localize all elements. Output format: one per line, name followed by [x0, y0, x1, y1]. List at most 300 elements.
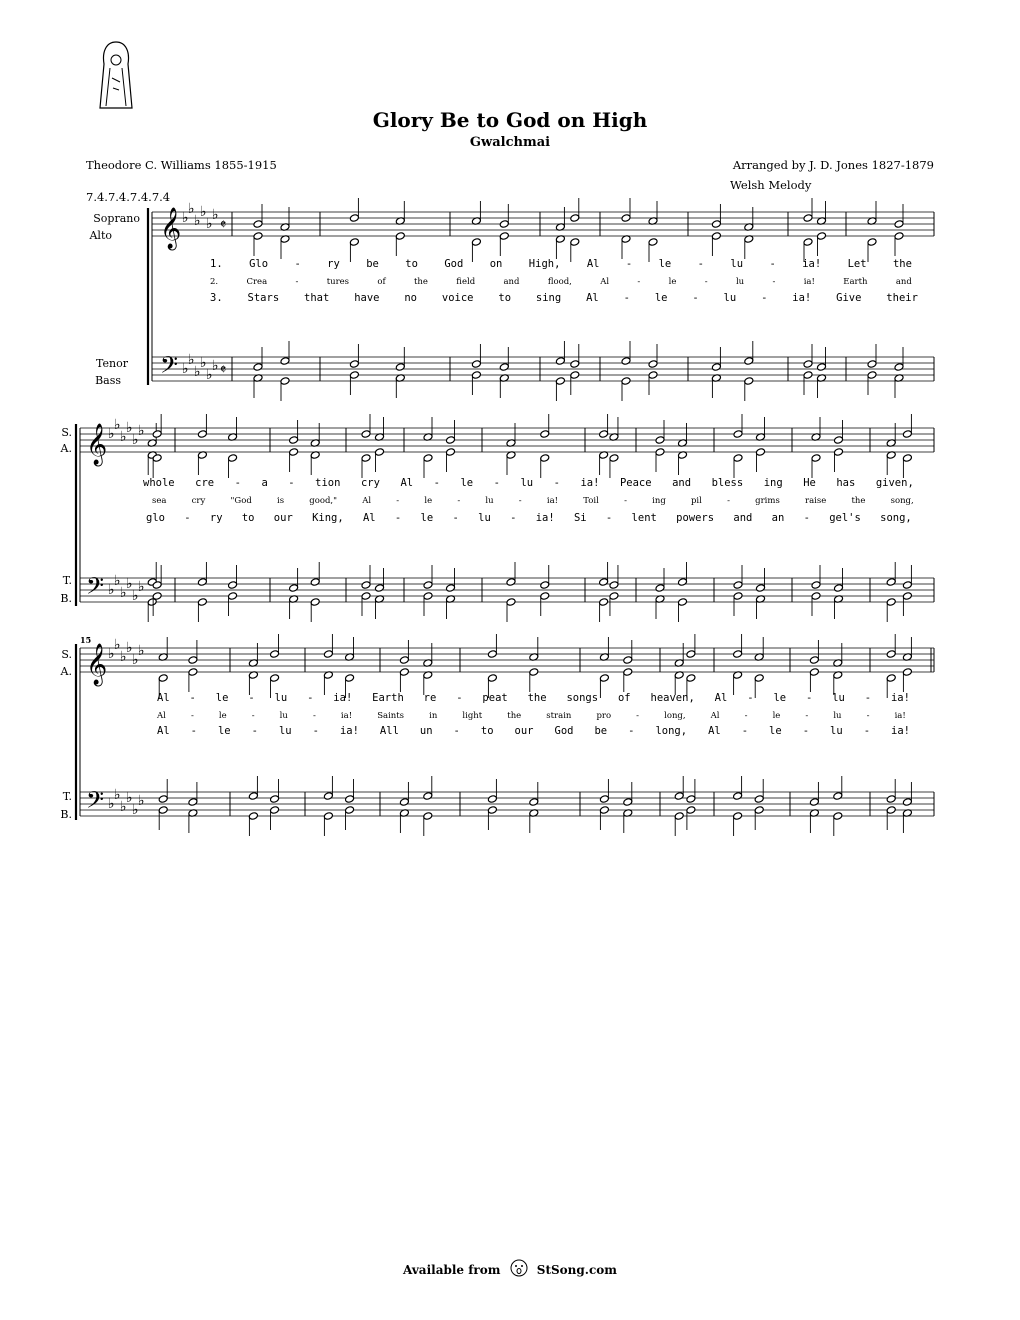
- lyric-syllable: "God: [230, 496, 252, 506]
- lyric-syllable: -: [605, 512, 613, 524]
- lyric-syllable: and: [895, 277, 912, 287]
- note-head: [570, 371, 580, 380]
- lyric-syllable: no: [404, 292, 418, 304]
- lyric-syllable: strain: [546, 711, 572, 721]
- lyric-syllable: 3.: [210, 292, 223, 304]
- lyric-syllable: -: [184, 512, 191, 524]
- lyric-syllable: Al: [708, 725, 721, 737]
- flat-sign: ♭: [138, 579, 145, 595]
- flat-sign: ♭: [114, 573, 121, 589]
- lyric-syllable: -: [433, 477, 440, 489]
- note-head: [754, 674, 764, 683]
- lyric-syllable: -: [190, 711, 194, 721]
- label-tenor: Tenor: [96, 357, 128, 370]
- note-head: [423, 592, 433, 601]
- author-credit: Theodore C. Williams 1855-1915: [86, 158, 277, 172]
- note-head: [733, 430, 743, 439]
- lyric-syllable: and: [733, 512, 753, 524]
- note-head: [280, 377, 290, 386]
- lyric-syllable: God: [444, 258, 464, 270]
- lyric-syllable: Al: [400, 477, 414, 489]
- flat-sign: ♭: [126, 790, 133, 806]
- note-head: [803, 360, 813, 369]
- note-head: [345, 795, 355, 804]
- lyric-syllable: le: [218, 711, 227, 721]
- lyric-syllable: High,: [528, 258, 561, 270]
- note-head: [471, 238, 481, 247]
- flat-sign: ♭: [188, 201, 195, 217]
- lyric-syllable: lu: [485, 496, 494, 506]
- flat-sign: ♭: [120, 585, 127, 601]
- note-head: [599, 430, 609, 439]
- note-head: [894, 232, 904, 241]
- lyrics-system3-verse1: [157, 692, 910, 704]
- note-head: [423, 812, 433, 821]
- lyric-syllable: Al: [710, 711, 720, 721]
- label-bass: Bass: [95, 374, 121, 387]
- lyric-syllable: lu: [833, 711, 842, 721]
- lyric-syllable: ia!: [894, 711, 906, 721]
- label-s-3: S.: [61, 648, 72, 661]
- note-head: [280, 357, 290, 366]
- note-head: [733, 592, 743, 601]
- note-head: [310, 598, 320, 607]
- lyric-syllable: cre: [195, 477, 215, 489]
- arranger-credit: Arranged by J. D. Jones 1827-1879: [732, 158, 934, 172]
- flat-sign: ♭: [120, 649, 127, 665]
- lyrics-system1-verse3: [210, 292, 918, 304]
- note-head: [423, 792, 433, 801]
- note-head: [754, 806, 764, 815]
- lyric-syllable: and: [672, 477, 692, 489]
- note-head: [886, 650, 896, 659]
- lyric-syllable: le: [424, 496, 433, 506]
- lyric-syllable: given,: [875, 477, 914, 489]
- note-head: [499, 363, 509, 372]
- meter: 7.4.7.4.7.4.7.4: [86, 190, 171, 204]
- lyric-syllable: -: [312, 711, 316, 721]
- note-head: [487, 650, 497, 659]
- lyric-syllable: -: [697, 258, 704, 270]
- note-head: [570, 214, 580, 223]
- bass-clef: 𝄢: [86, 786, 105, 819]
- lyric-syllable: pro: [596, 711, 612, 721]
- measure-number: 15: [80, 635, 92, 645]
- note-head: [817, 232, 827, 241]
- lyric-syllable: lu: [274, 692, 288, 704]
- lyric-syllable: -: [518, 496, 522, 506]
- label-alto: Alto: [89, 229, 112, 242]
- lyrics-system2-verse2: [152, 496, 914, 506]
- lyric-syllable: -: [394, 512, 402, 524]
- note-head: [809, 656, 819, 665]
- note-head: [711, 232, 721, 241]
- lyric-syllable: -: [453, 725, 460, 737]
- lyric-syllable: raise: [805, 496, 827, 506]
- note-head: [867, 360, 877, 369]
- lyric-syllable: 2.: [210, 277, 219, 287]
- note-head: [817, 363, 827, 372]
- lyric-syllable: tion: [315, 477, 341, 489]
- lyric-syllable: -: [248, 692, 255, 704]
- note-head: [471, 360, 481, 369]
- lyric-syllable: Al: [586, 292, 599, 304]
- lyric-syllable: Toil: [583, 496, 599, 506]
- lyric-syllable: lu: [478, 512, 491, 524]
- lyric-syllable: -: [727, 496, 730, 506]
- note-head: [361, 454, 371, 463]
- bass-clef: 𝄢: [160, 351, 179, 384]
- lyric-syllable: le: [769, 725, 782, 737]
- lyric-syllable: le: [217, 725, 231, 737]
- singer-icon: [509, 1258, 529, 1280]
- note-head: [158, 806, 168, 815]
- lyric-syllable: le: [420, 512, 434, 524]
- note-head: [349, 238, 359, 247]
- note-head: [833, 812, 843, 821]
- note-head: [361, 592, 371, 601]
- lyric-syllable: lu: [723, 292, 737, 304]
- lyrics-system2-verse3: [146, 512, 912, 524]
- note-head: [499, 220, 509, 229]
- lyric-syllable: lu: [520, 477, 534, 489]
- note-head: [349, 371, 359, 380]
- lyric-syllable: le: [772, 711, 781, 721]
- flat-sign: ♭: [114, 637, 121, 653]
- lyric-syllable: le: [658, 258, 672, 270]
- note-head: [686, 650, 696, 659]
- label-s-2: S.: [61, 426, 72, 439]
- lyric-syllable: pil: [690, 496, 702, 506]
- note-head: [678, 578, 688, 587]
- flat-sign: ♭: [182, 361, 189, 377]
- lyric-syllable: Al: [362, 512, 376, 524]
- note-head: [811, 581, 821, 590]
- lyric-syllable: lu: [279, 711, 288, 721]
- note-head: [902, 798, 912, 807]
- note-head: [361, 581, 371, 590]
- note-head: [423, 454, 433, 463]
- lyric-syllable: lent: [631, 512, 657, 524]
- lyric-syllable: to: [498, 292, 512, 304]
- lyric-syllable: re: [423, 692, 437, 704]
- note-head: [811, 592, 821, 601]
- note-head: [609, 581, 619, 590]
- lyrics-system2-verse1: [143, 477, 914, 489]
- note-head: [623, 656, 633, 665]
- lyric-syllable: -: [234, 477, 241, 489]
- note-head: [886, 795, 896, 804]
- note-head: [686, 674, 696, 683]
- note-head: [655, 584, 665, 593]
- note-head: [197, 598, 207, 607]
- flat-sign: ♭: [114, 787, 121, 803]
- note-head: [648, 238, 658, 247]
- lyric-syllable: He: [803, 477, 816, 489]
- note-head: [499, 232, 509, 241]
- lyric-syllable: -: [251, 711, 255, 721]
- footer-site-link[interactable]: StSong.com: [536, 1263, 617, 1277]
- lyric-syllable: Al: [362, 496, 372, 506]
- lyric-syllable: -: [636, 711, 640, 721]
- lyric-syllable: Al: [714, 692, 728, 704]
- lyric-syllable: -: [866, 711, 870, 721]
- note-head: [621, 357, 631, 366]
- lyric-syllable: be: [366, 258, 379, 270]
- note-head: [188, 668, 198, 677]
- note-head: [487, 806, 497, 815]
- lyric-syllable: the: [414, 277, 428, 287]
- note-head: [487, 795, 497, 804]
- note-head: [228, 592, 238, 601]
- note-head: [686, 795, 696, 804]
- lyric-syllable: King,: [312, 512, 344, 524]
- lyric-syllable: -: [692, 292, 699, 304]
- label-b-3: B.: [60, 808, 72, 821]
- lyric-syllable: lu: [830, 725, 843, 737]
- flat-sign: ♭: [206, 216, 213, 232]
- hymn-title: Glory Be to God on High: [372, 108, 648, 132]
- flat-sign: ♭: [138, 643, 145, 659]
- note-head: [599, 578, 609, 587]
- treble-clef: 𝄞: [86, 424, 108, 465]
- note-head: [188, 656, 198, 665]
- lyric-syllable: Al: [586, 258, 600, 270]
- note-head: [375, 584, 385, 593]
- lyric-syllable: Al: [157, 692, 170, 704]
- lyric-syllable: All: [379, 725, 399, 737]
- note-head: [756, 448, 766, 457]
- note-head: [395, 363, 405, 372]
- note-head: [399, 656, 409, 665]
- lyric-syllable: -: [510, 512, 517, 524]
- lyric-syllable: -: [772, 277, 776, 287]
- flat-sign: ♭: [108, 796, 115, 812]
- treble-clef: 𝄞: [160, 208, 182, 249]
- note-head: [609, 454, 619, 463]
- note-head: [345, 806, 355, 815]
- flat-sign: ♭: [138, 793, 145, 809]
- lyric-syllable: Earth: [372, 692, 404, 704]
- note-head: [902, 430, 912, 439]
- lyric-syllable: ia!: [546, 496, 559, 506]
- lyric-syllable: -: [802, 725, 810, 737]
- lyric-syllable: has: [836, 477, 856, 489]
- note-head: [323, 650, 333, 659]
- lyric-syllable: Glo: [249, 258, 269, 270]
- lyric-syllable: ia!: [339, 725, 359, 737]
- note-head: [270, 650, 280, 659]
- lyric-syllable: their: [886, 292, 918, 304]
- flat-sign: ♭: [126, 420, 133, 436]
- label-t-3: T.: [62, 790, 72, 803]
- note-head: [833, 792, 843, 801]
- lyric-syllable: -: [452, 512, 459, 524]
- label-soprano: Soprano: [93, 212, 140, 225]
- lyric-syllable: to: [405, 258, 418, 270]
- lyric-syllable: Stars: [247, 292, 280, 304]
- note-head: [803, 371, 813, 380]
- note-head: [811, 454, 821, 463]
- flat-sign: ♭: [108, 582, 115, 598]
- lyric-syllable: good,": [309, 496, 338, 506]
- note-head: [540, 581, 550, 590]
- lyric-syllable: voice: [441, 292, 474, 304]
- note-head: [361, 430, 371, 439]
- note-head: [375, 448, 385, 457]
- note-head: [886, 598, 896, 607]
- lyric-syllable: ing: [652, 496, 666, 506]
- lyric-syllable: tures: [326, 277, 350, 287]
- note-head: [555, 377, 565, 386]
- lyric-syllable: to: [241, 512, 255, 524]
- note-head: [902, 668, 912, 677]
- flat-sign: ♭: [212, 358, 219, 374]
- flat-sign: ♭: [200, 355, 207, 371]
- note-head: [323, 792, 333, 801]
- note-head: [570, 360, 580, 369]
- lyric-syllable: le: [215, 692, 229, 704]
- note-head: [345, 674, 355, 683]
- note-head: [270, 806, 280, 815]
- lyric-syllable: -: [307, 692, 314, 704]
- flat-sign: ♭: [188, 352, 195, 368]
- note-head: [323, 812, 333, 821]
- lyric-syllable: have: [354, 292, 380, 304]
- note-head: [599, 674, 609, 683]
- lyric-syllable: lu: [735, 277, 745, 287]
- lyric-syllable: Al: [600, 277, 610, 287]
- lyric-syllable: -: [805, 711, 809, 721]
- lyric-syllable: light: [462, 711, 483, 721]
- note-head: [349, 360, 359, 369]
- lyric-syllable: ing: [763, 477, 783, 489]
- lyric-syllable: lu: [832, 692, 845, 704]
- flat-sign: ♭: [200, 204, 207, 220]
- note-head: [623, 668, 633, 677]
- note-head: [733, 650, 743, 659]
- lyric-syllable: to: [480, 725, 494, 737]
- lyric-syllable: is: [276, 496, 285, 506]
- lyric-syllable: the: [851, 496, 866, 506]
- lyric-syllable: ia!: [803, 277, 815, 287]
- lyric-syllable: -: [704, 277, 708, 287]
- lyric-syllable: le: [460, 477, 474, 489]
- note-head: [289, 448, 299, 457]
- note-head: [289, 584, 299, 593]
- note-head: [894, 220, 904, 229]
- lyrics-system1-verse1: [210, 258, 912, 270]
- note-head: [621, 377, 631, 386]
- lyric-syllable: powers: [676, 512, 715, 524]
- label-t-2: T.: [62, 574, 72, 587]
- lyric-syllable: le: [654, 292, 668, 304]
- lyric-syllable: -: [295, 277, 299, 287]
- lyric-syllable: un: [419, 725, 433, 737]
- lyric-syllable: -: [623, 292, 630, 304]
- note-head: [648, 360, 658, 369]
- lyric-syllable: ia!: [802, 258, 822, 270]
- footer-available: Available from: [403, 1263, 501, 1277]
- lyric-syllable: ia!: [580, 477, 600, 489]
- lyric-syllable: -: [624, 496, 627, 506]
- flat-sign: ♭: [212, 207, 219, 223]
- flat-sign: ♭: [194, 213, 201, 229]
- flat-sign: ♭: [126, 640, 133, 656]
- note-head: [886, 578, 896, 587]
- note-head: [487, 674, 497, 683]
- note-head: [686, 806, 696, 815]
- lyric-syllable: flood,: [547, 277, 572, 287]
- lyric-syllable: le: [668, 277, 677, 287]
- flat-sign: ♭: [132, 432, 139, 448]
- lyric-syllable: -: [493, 477, 500, 489]
- lyric-syllable: Al: [157, 711, 166, 721]
- lyric-syllable: cry: [360, 477, 380, 489]
- flat-sign: ♭: [132, 652, 139, 668]
- lyric-syllable: -: [553, 477, 560, 489]
- lyric-syllable: ry: [327, 258, 340, 270]
- note-head: [228, 581, 238, 590]
- note-head: [599, 598, 609, 607]
- lyric-syllable: Saints: [377, 711, 405, 721]
- lyric-syllable: Al: [157, 725, 170, 737]
- lyric-syllable: songs: [566, 692, 599, 704]
- lyric-syllable: gel's: [829, 512, 861, 524]
- note-head: [655, 448, 665, 457]
- time-signature: 𝄵: [220, 362, 227, 378]
- lyric-syllable: the: [507, 711, 522, 721]
- lyric-syllable: -: [457, 496, 461, 506]
- lyric-syllable: the: [527, 692, 547, 704]
- flat-sign: ♭: [120, 799, 127, 815]
- note-head: [506, 578, 516, 587]
- lyric-syllable: -: [741, 725, 749, 737]
- note-head: [609, 592, 619, 601]
- flat-sign: ♭: [132, 802, 139, 818]
- lyric-syllable: ia!: [792, 292, 812, 304]
- flat-sign: ♭: [182, 210, 189, 226]
- lyric-syllable: -: [769, 258, 776, 270]
- note-head: [253, 232, 263, 241]
- lyric-syllable: ry: [209, 512, 223, 524]
- label-a-3: A.: [60, 665, 72, 678]
- lyric-syllable: an: [771, 512, 785, 524]
- label-b-2: B.: [60, 592, 72, 605]
- lyric-syllable: that: [304, 292, 330, 304]
- lyric-syllable: -: [864, 692, 872, 704]
- lyric-syllable: and: [503, 277, 520, 287]
- note-head: [648, 371, 658, 380]
- note-head: [809, 668, 819, 677]
- note-head: [228, 454, 238, 463]
- note-head: [253, 220, 263, 229]
- note-head: [570, 238, 580, 247]
- note-head: [446, 584, 456, 593]
- lyric-syllable: -: [761, 292, 768, 304]
- note-head: [754, 795, 764, 804]
- lyrics-system3-verse2: [157, 711, 906, 721]
- note-head: [902, 581, 912, 590]
- flat-sign: ♭: [108, 646, 115, 662]
- note-head: [711, 363, 721, 372]
- lyric-syllable: -: [251, 725, 258, 737]
- note-head: [289, 436, 299, 445]
- note-head: [756, 584, 766, 593]
- flat-sign: ♭: [138, 423, 145, 439]
- flat-sign: ♭: [194, 364, 201, 380]
- label-a-2: A.: [60, 442, 72, 455]
